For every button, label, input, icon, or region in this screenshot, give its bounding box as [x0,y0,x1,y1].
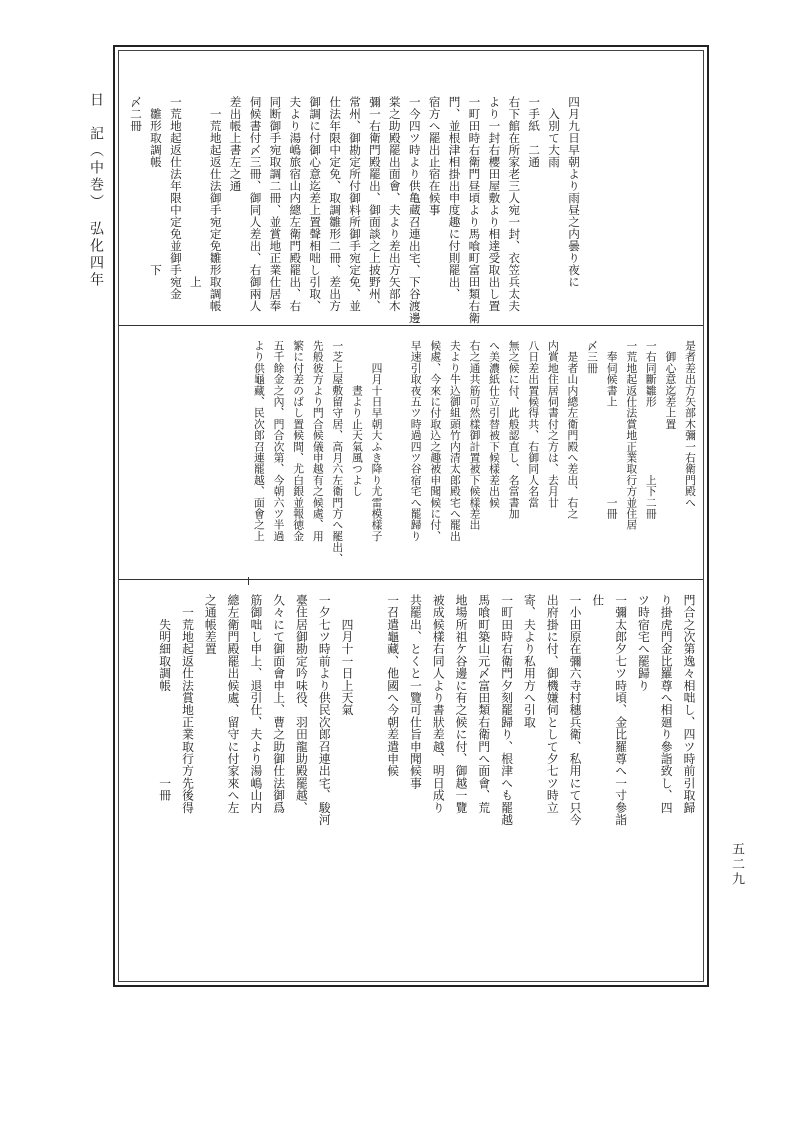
text-block-bottom: 門合之次第逸々相咄し、四ツ時前引取歸 り掛虎門金比羅尊へ相廻り參詣致し、四 ツ時宿宅へ罷歸り 一彌太郎夕七ツ時頃、金比羅尊へ一寸參詣 仕 一小田原在彌六寺村穗兵衛、私用にて只今 出府掛に付、御機嫌伺として夕七ツ時立 寄、夫より私用方へ引取 一町田時右衛門夕刻罷歸り、根津へも罷越 馬喰町築山元〆富田類右衛門へ面會、荒 地場所祖ケ谷邊に有之候に付、御越一覽 被成候樣右同人より書狀差越、明日成り 共罷出、とくと一覽可仕旨申聞候事 一召遣龜藏、他國へ今朝差遣申候 四月十一日上天氣 一夕七ツ時前より供民次郎召連出宅、駿河 臺住居御勘定吟味役、羽田龍助殿罷越、 久々にて御面會申上、曹之助御仕法御爲 筋御咄し申上、退引仕、夫より湯嶋山内 總左衛門殿罷出候處、留守に付家來へ左 之通帳差置 一荒地起返仕法賞地正業取行方先後得 失明細取調帳 一冊 [157,594,696,826]
marginal-mark [248,577,249,585]
page-number: 五二九 [729,842,744,887]
section-divider-2 [119,579,703,580]
text-block-top: 四月九日早朝より雨昼之内曇り夜に 入別て大雨 一手紙 二通 右下館在所家老三人宛一封、衣笠兵太夫 より一封右櫻田屋敷より相達受取出し置 一町田時右衛門昼頃より馬喰町富田類右衛 門、並根津相掛出申度趣に付則罷出、 宿方へ罷出止宿在候事 一今四ツ時より供亀蔵召連出宅、下谷渡邊 棠之助殿罷出面會、夫より差出方矢部木 彌一右衛門殿罷出、御面談之上披野州、 常州、御勘定所付御料所御手宛定免、並 仕法年限中定免、取調雛形二冊、差出方 御調に付御心意迄差上置聲相咄し引取、 夫より湯嶋旅宿山内總左衛門殿罷出、右 同断御手宛取調二冊、並賞地正業仕居奉 伺候書付〆三冊、御同人差出、右御兩人 差出帳上書左之通 一荒地起返仕法御手宛定免雛形取調帳 上 一荒地起返仕法年限中定免並御手宛金 雛形取調帳 下 〆二冊 [129,96,581,324]
left-margin-title: 日 記（中巻） 弘化四年 [88,92,104,289]
text-block-middle: 是者差出方矢部木彌一右衛門殿へ 御心意迄差上置 一右同斷雛形 上下二冊 一荒地起返仕法賞地正業取行方並住居 奉伺候書上 一冊 〆三冊 是者山内總左衛門殿へ差出、右之 内賞地住居伺書付之方は、去月廿 八日差出置候得共、右御同人名當 無之候に付、此般認直し、名當書加 へ美濃紙仕立引替被下候樣差出候 右之通共筋可然樣御計置被下候樣差出 夫より牛込御組頭竹内清太郎殿宅へ罷出 候處、今來に付取込之趣被申聞候に付、 早速引取夜五ツ時過四ツ谷宿宅へ罷歸り 四月十日早朝大ふき降り尤雷模樣子 晝より止天氣風つよし 一芝上屋敷留守居、高月六左衛門方へ罷出、 先般彼方より門合候儀申越有之候處、用 繁に付差のばし置候間、尤白銀並報徳金 五千餘金之內、門合次第、今朝六ツ半過 より供龜藏、民次郎召連罷越、面會之上 [252,340,697,564]
